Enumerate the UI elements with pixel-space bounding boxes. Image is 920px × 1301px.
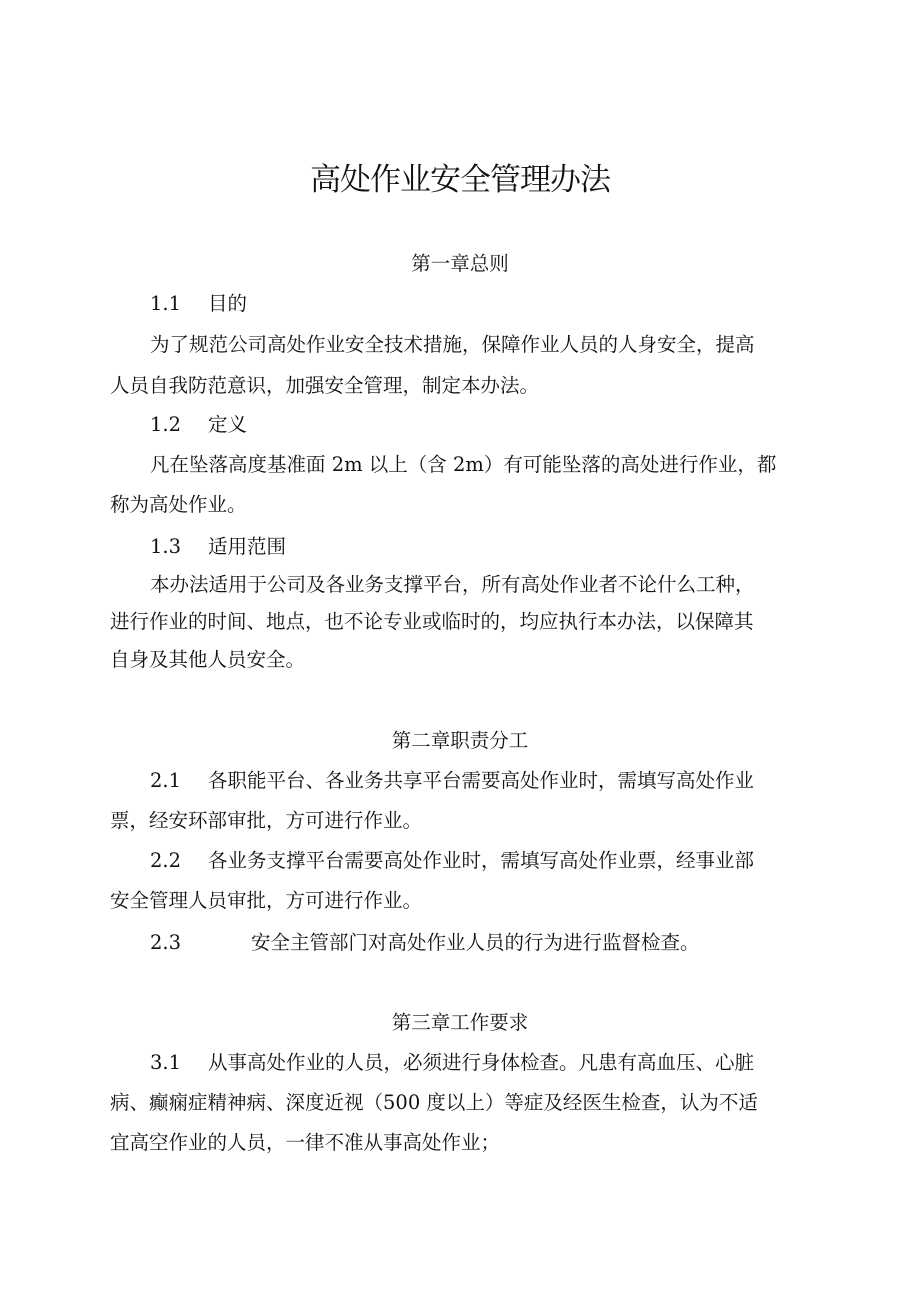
paragraph-line: 称为高处作业。: [110, 493, 247, 516]
paragraph-line: 安全管理人员审批，方可进行作业。: [110, 889, 423, 912]
document-title: 高处作业安全管理办法: [310, 162, 610, 198]
section-title: 目的: [208, 292, 248, 315]
chapter-1-heading: 第一章总则: [411, 252, 509, 275]
paragraph-line: 进行作业的时间、地点，也不论专业或临时的，均应执行本办法，以保障其: [110, 610, 754, 633]
paragraph-line: [150, 767, 754, 795]
paragraph-line: 病、癫痫症精神病、深度近视（500 度以上）等症及经医生检查，认为不适: [110, 1091, 758, 1114]
section-1-1-heading: [150, 290, 247, 318]
paragraph-line: [150, 1049, 754, 1077]
section-number: 1.3: [150, 535, 182, 558]
item-number: 2.3: [150, 931, 182, 954]
item-number: 2.2: [150, 849, 182, 872]
chapter-2-heading: 第二章职责分工: [391, 729, 529, 752]
paragraph-line: 本办法适用于公司及各业务支撑平台，所有高处作业者不论什么工种，: [150, 573, 755, 596]
section-number: 1.2: [150, 413, 182, 436]
paragraph-line: 票，经安环部审批，方可进行作业。: [110, 809, 423, 832]
section-1-3-heading: [150, 533, 286, 561]
section-number: 1.1: [150, 292, 182, 315]
item-text: 各职能平台、各业务共享平台需要高处作业时，需填写高处作业: [208, 769, 755, 792]
item-text: 从事高处作业的人员，必须进行身体检查。凡患有高血压、心脏: [208, 1051, 755, 1074]
paragraph-line: 为了规范公司高处作业安全技术措施，保障作业人员的人身安全，提高: [150, 333, 755, 356]
paragraph-line: 自身及其他人员安全。: [110, 648, 306, 671]
section-title: 适用范围: [208, 535, 287, 558]
item-number: 3.1: [150, 1051, 182, 1074]
chapter-3-heading: 第三章工作要求: [391, 1011, 529, 1034]
paragraph-line: 凡在坠落高度基准面 2m 以上（含 2m）有可能坠落的高处进行作业，都: [150, 453, 777, 476]
section-1-2-heading: [150, 411, 247, 439]
paragraph-line: 人员自我防范意识，加强安全管理，制定本办法。: [110, 374, 540, 397]
paragraph-line: [150, 929, 700, 957]
item-text: 安全主管部门对高处作业人员的行为进行监督检查。: [251, 931, 700, 954]
section-title: 定义: [208, 413, 248, 436]
item-number: 2.1: [150, 769, 182, 792]
paragraph-line: 宜高空作业的人员，一律不准从事高处作业；: [110, 1131, 501, 1154]
item-text: 各业务支撑平台需要高处作业时，需填写高处作业票，经事业部: [208, 849, 755, 872]
paragraph-line: [150, 847, 754, 875]
